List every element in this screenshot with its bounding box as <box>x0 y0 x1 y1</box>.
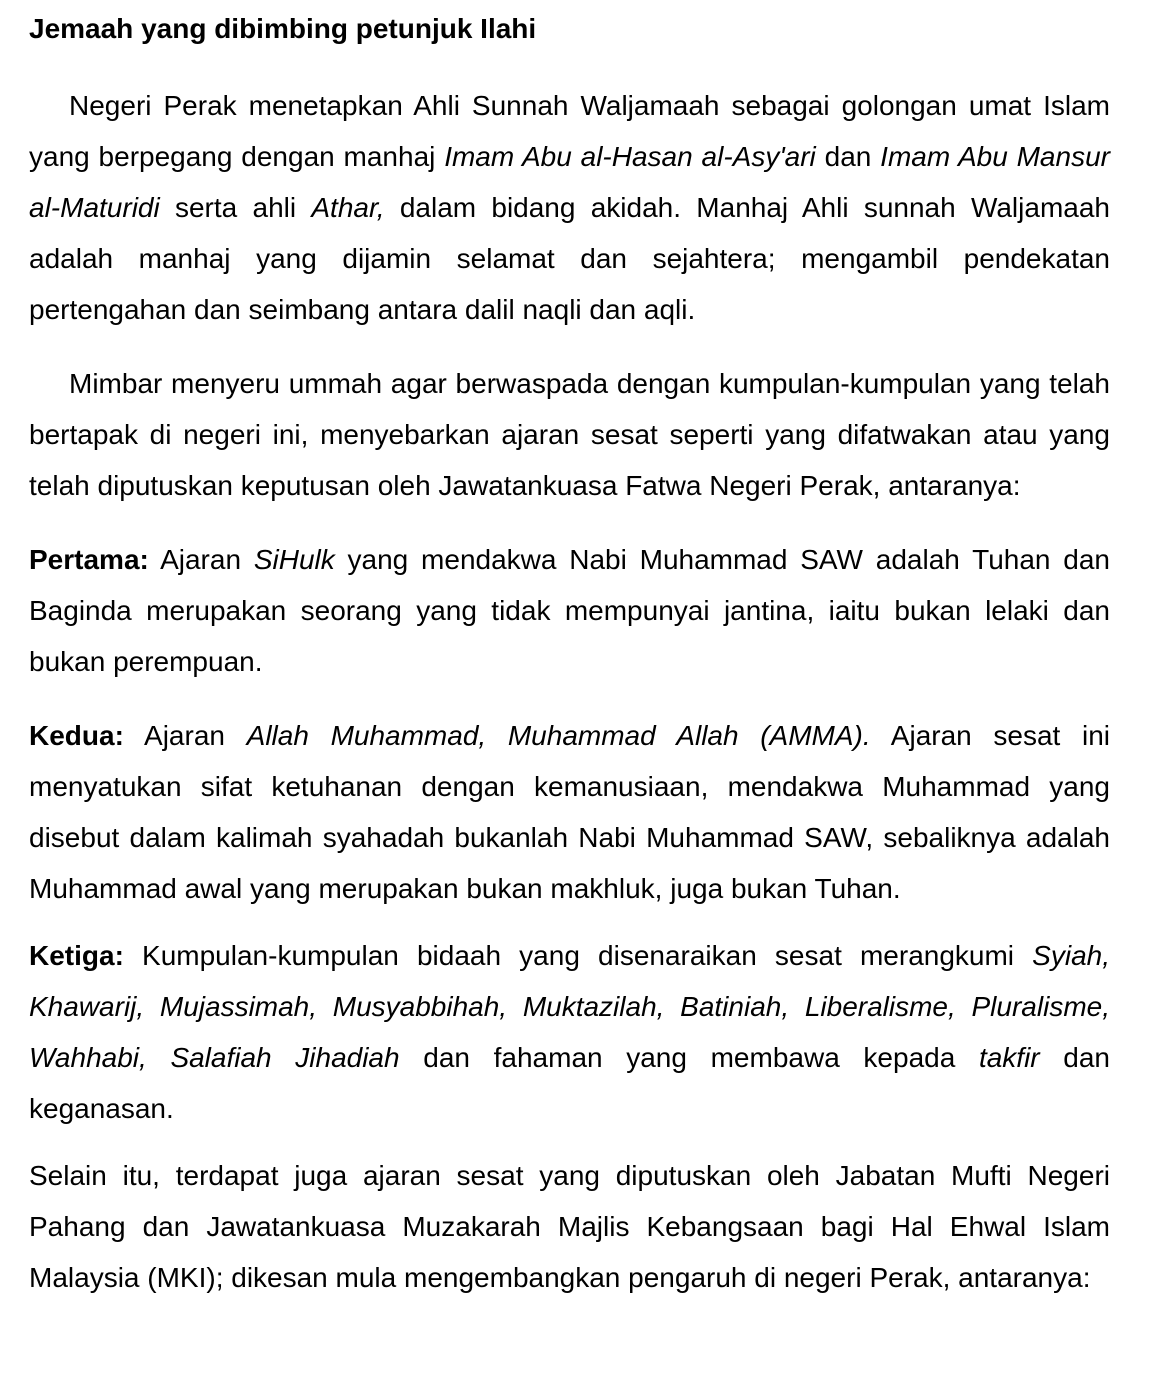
p1-italic-maturidi: Imam Abu Mansur al-Maturidi <box>29 141 1110 223</box>
p4-text-c: Ajaran sesat ini menyatukan sifat ketuhanan dengan kemanusiaan, mendakwa Muhammad yang disebut dalam kalimah syahadah bukanlah Nabi Muhammad SAW, sebaliknya adalah Muhammad awal yang merupakan bukan makhluk, juga bukan Tuhan. <box>29 720 1111 904</box>
p4-text-a: Ajaran <box>123 720 247 751</box>
p1-italic-asyari: Imam Abu al-Hasan al-Asy'ari <box>444 141 816 172</box>
p1-text-c: dan <box>815 141 881 172</box>
p3-label: Pertama: <box>29 544 149 575</box>
paragraph-manhaj <box>29 80 1110 335</box>
paragraph-ketiga <box>29 930 1110 1134</box>
p1-text-g: dalam bidang akidah. Manhaj Ahli sunnah Waljamaah adalah manhaj yang dijamin selamat dan sejahtera; mengambil pendekatan pertengahan dan seimbang antara dalil naqli dan aqli. <box>29 192 1110 325</box>
p5-italic-groups: Syiah, Khawarij, Mujassimah, Musyabbihah, Muktazilah, Batiniah, Liberalisme, Pluralisme, Wahhabi, Salafiah Jihadiah <box>29 940 1110 1073</box>
paragraph-kedua <box>29 710 1110 914</box>
paragraph-selain-itu: Selain itu, terdapat juga ajaran sesat yang diputuskan oleh Jabatan Mufti Negeri Pahang dan Jawatankuasa Muzakarah Majlis Kebangsaan bagi Hal Ehwal Islam Malaysia (MKI); dikesan mula mengembangkan pengaruh di negeri Perak, antaranya: <box>29 1160 1110 1293</box>
p1-text-e: serta ahli <box>159 192 312 223</box>
p5-text-a: Kumpulan-kumpulan bidaah yang disenaraikan sesat merangkumi <box>123 940 1033 971</box>
p1-text-a: Negeri Perak menetapkan Ahli Sunnah Waljamaah sebagai golongan umat Islam yang berpegang dengan manhaj <box>29 90 1110 172</box>
paragraph-pertama <box>29 534 1110 687</box>
p5-italic-takfir: takfir <box>978 1042 1040 1073</box>
p4-italic-amma: Allah Muhammad, Muhammad Allah (AMMA). <box>246 720 871 751</box>
p1-italic-athar: Athar, <box>311 192 385 223</box>
p3-text-a: Ajaran <box>148 544 254 575</box>
p5-text-c: dan fahaman yang membawa kepada <box>399 1042 979 1073</box>
p3-italic-sihulk: SiHulk <box>253 544 335 575</box>
p5-label: Ketiga: <box>29 940 124 971</box>
paragraph-mimbar: Mimbar menyeru ummah agar berwaspada dengan kumpulan-kumpulan yang telah bertapak di negeri ini, menyebarkan ajaran sesat seperti yang difatwakan atau yang telah diputuskan keputusan oleh Jawatankuasa Fatwa Negeri Perak, antaranya: <box>29 368 1110 501</box>
p5-text-e: dan keganasan. <box>29 1042 1110 1124</box>
p3-text-c: yang mendakwa Nabi Muhammad SAW adalah Tuhan dan Baginda merupakan seorang yang tidak mempunyai jantina, iaitu bukan lelaki dan bukan perempuan. <box>29 544 1111 677</box>
p4-label: Kedua: <box>29 720 124 751</box>
section-heading: Jemaah yang dibimbing petunjuk Ilahi <box>29 13 537 44</box>
